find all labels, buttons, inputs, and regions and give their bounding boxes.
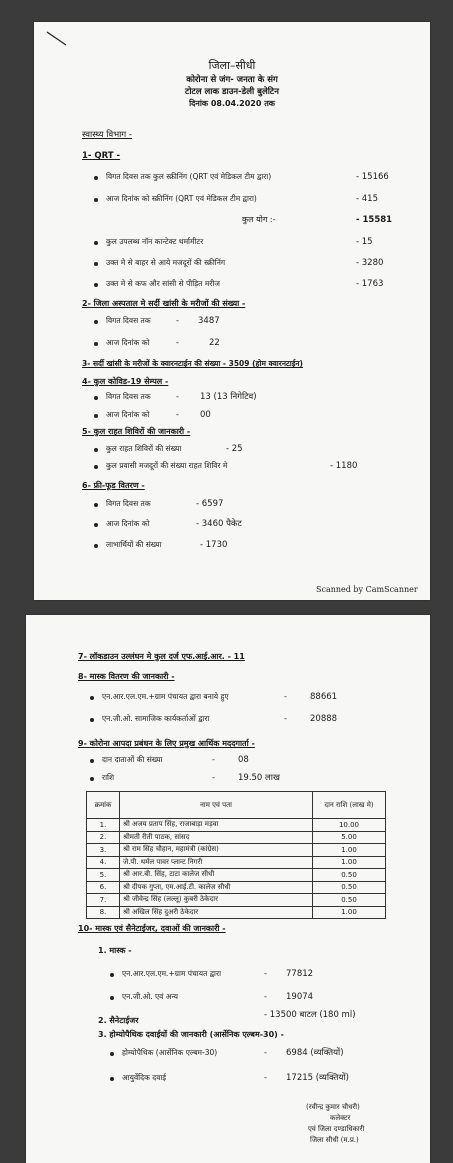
row-no: 1. [87,819,120,832]
qrt-row2-value: - 1763 [356,279,384,289]
table-row [87,894,386,907]
bullet [110,1052,114,1056]
district-title: जिला–सीधी [208,59,256,72]
s9-value: 19.50 लाख [238,773,280,783]
bullet [94,396,98,400]
qrt-row2-label: कुल उपलब्ध नॉन कान्टेक्ट थर्मामीटर [106,237,204,246]
signatory-office: जिला सीधी (म.प्र.) [310,1136,359,1144]
qrt-row-label: आज दिनांक को स्क्रीनिंग (QRT एवं मेडिकल टीम द्वारा) [106,194,257,203]
medicine-label: होम्योपैथिक (आर्सेनिक एल्बम-30) [122,1048,218,1057]
mask-value: 77812 [286,969,314,979]
bullet [94,414,98,418]
table-header-row [87,792,386,819]
row-amount: 0.50 [313,894,386,907]
bullet [94,241,98,245]
bullet [94,448,98,452]
health-dept-heading: स्वास्थ्य विभाग - [82,130,132,140]
qrt-row2-value: - 3280 [356,258,384,268]
scanner-watermark: Scanned by CamScanner [316,585,418,594]
section-2-heading: 2- जिला अस्पताल मे सर्दी खांसी के मरीजों की संख्या - [82,299,246,308]
s2-value: 3487 [198,316,220,326]
s8-label: एन.आर.एल.एम.+ग्राम पंचायत द्वारा बनाये हुए [102,692,229,701]
bulletin-title: टोटल लाक डाउन-डेली बुलेटिन [185,87,279,97]
s6-value: - 1730 [200,540,228,550]
s2-label: आज दिनांक को [106,338,150,347]
s5-label: कुल राहत शिविरों की संख्या [106,444,182,453]
table-row [87,906,386,919]
bullet [110,1077,114,1081]
row-name: जे.पी. थर्मल पावर प्लान्ट निगरी [120,856,313,869]
table-row [87,856,386,869]
s9-label: राशि [102,773,115,782]
row-amount: 1.00 [313,856,386,869]
bullet [90,777,94,781]
row-name: श्री राम सिंह चौहान, महामंत्री (कांग्रेस) [120,844,313,857]
s9-label: दान दाताओं की संख्या [102,755,163,764]
mask-label: एन.आर.एल.एम.+ग्राम पंचायत द्वारा [122,969,222,978]
s4-label: विगत दिवस तक [106,392,151,401]
row-name: श्री अजय प्रताप सिंह, राजाबाड़ा मड़वा [120,819,313,832]
qrt-heading: 1- QRT - [82,151,121,161]
table-row [87,881,386,894]
bullet [110,996,114,1000]
s8-label: एन.जी.ओ. सामाजिक कार्यकर्ताओं द्वारा [102,714,210,723]
s8-value: 88661 [310,692,338,702]
row-amount: 10.00 [313,819,386,832]
qrt-row-label: विगत दिवस तक कुल स्क्रीनिंग (QRT एवं मेडिकल टीम द्वारा) [106,172,272,181]
section-4-heading: 4- कुल कोविड-19 सेम्पल - [82,377,169,386]
bulletin-page-2 [26,615,430,1163]
col-header-amount: दान राशि (लाख मे) [313,792,386,819]
s9-value: 08 [238,755,249,765]
s6-label: विगत दिवस तक [106,499,151,508]
qrt-row2-label: उक्त मे से कफ और सांसी से पीड़ित मरीज [106,279,220,288]
row-no: 4. [87,856,120,869]
col-header-name: नाम एवं पता [120,792,313,819]
dash: - [264,969,267,978]
s4-label: आज दिनांक को [106,410,150,419]
qrt-row-value: - 15166 [356,172,389,182]
table-row [87,844,386,857]
mask-label: एन.जी.ओ. एवं अन्य [122,992,179,1001]
bullet [94,262,98,266]
sanitizer-subheading: 2. सैनेटाईजर [98,1016,139,1025]
table-row [87,869,386,882]
section-5-heading: 5- कुल राहत शिविरों की जानकारी - [82,427,191,436]
bullet [90,696,94,700]
dash: - [176,392,179,401]
bullet [94,320,98,324]
section-9-heading: 9- कोरोना आपदा प्रबंधन के लिए प्रमुख आर्थिक मददगार्ता - [78,739,255,748]
dash: - [284,714,287,723]
s8-value: 20888 [310,714,338,724]
medicine-value: 6984 (व्यक्तियों) [286,1048,344,1058]
slogan: कोरोना से जंग- जनता के संग [186,75,278,85]
qrt-total-label: कुल योग :- [242,215,276,224]
row-amount: 0.50 [313,869,386,882]
dash: - [176,338,179,347]
s6-label: लाभार्थियों की संख्या [106,540,162,549]
s6-label: आज दिनांक को [106,519,150,528]
mask-value: 19074 [286,992,314,1002]
s4-value: 00 [200,410,211,420]
bullet [94,465,98,469]
section-10-heading: 10- मास्क एवं सैनेटाईजर, दवाओं की जानकारी - [78,924,226,933]
row-no: 7. [87,894,120,907]
row-amount: 1.00 [313,906,386,919]
col-header-no: क्रमांक [87,792,120,819]
row-no: 2. [87,831,120,844]
row-name: श्री जीवेन्द्र सिंह (लल्लू) कुबरी ठेकेदार [120,894,313,907]
signatory-title: कलेक्टर [330,1114,351,1122]
row-name: श्री दीपक गुप्ता, एम.आई.टी. कालेज सीधी [120,881,313,894]
bullet [94,523,98,527]
bullet [110,973,114,977]
bullet [94,342,98,346]
table-row [87,831,386,844]
dash: - [176,410,179,419]
section-6-heading: 6- फ्री-फूड वितरण - [82,481,145,490]
dash: - [284,692,287,701]
mask-subheading: 1. मास्क - [98,946,132,955]
dash: - [212,755,215,764]
bullet [94,176,98,180]
bullet [90,759,94,763]
row-no: 6. [87,881,120,894]
s2-label: विगत दिवस तक [106,316,151,325]
row-name: श्री आर.बी. सिंह, टाटा कालेज सीधी [120,869,313,882]
bullet [94,503,98,507]
row-name: श्री अखिल सिंह दुअरी ठेकेदार [120,906,313,919]
bullet [90,718,94,722]
qrt-row2-label: उक्त मे से बाहर से आये मजदूरों की स्क्रीनिंग [106,258,226,267]
section-3-line: 3- सर्दी खांसी के मरीजों के क्वारनटाईन की संख्या - 3509 (होम क्वारनटाईन) [82,359,303,368]
s6-value: - 6597 [196,499,224,509]
section-8-heading: 8- मास्क वितरण की जानकारी - [78,672,175,681]
signatory-name: (रवीन्द्र कुमार चौधरी) [306,1103,360,1111]
s2-value: 22 [209,338,220,348]
section-7-line: 7- लॉकडाउन उल्लंघन मे कुल दर्ज एफ.आई.आर. - 11 [78,652,245,661]
bullet [94,544,98,548]
donors-table [86,791,386,919]
s5-value: - 1180 [330,461,358,471]
sanitizer-value: - 13500 बाटल (180 ml) [264,1010,356,1020]
bullet [94,283,98,287]
signatory-title-2: एवं जिला दण्डाधिकारी [308,1125,365,1133]
row-no: 5. [87,869,120,882]
s5-value: - 25 [226,444,243,454]
bullet [94,198,98,202]
row-no: 3. [87,844,120,857]
s5-label: कुल प्रवासी मजदूरों की संख्या राहत शिविर मे [106,461,228,470]
medicine-label: आयुर्वेदिक दवाई [122,1073,167,1082]
row-name: श्रीमती रीती पाठक, सांसद [120,831,313,844]
s6-value: - 3460 पैकेट [196,519,242,529]
bulletin-page-1 [34,22,430,600]
row-no: 8. [87,906,120,919]
pen-mark [46,30,68,48]
row-amount: 1.00 [313,844,386,857]
row-amount: 5.00 [313,831,386,844]
bulletin-date: दिनांक 08.04.2020 तक [189,99,275,108]
dash: - [264,1048,267,1057]
s4-value: 13 (13 निगेटिव) [200,392,257,402]
table-row [87,819,386,832]
dash: - [264,992,267,1001]
qrt-total-value: - 15581 [356,215,393,225]
dash: - [264,1073,267,1082]
homeopathy-subheading: 3. होम्योपैथिक दवाईयों की जानकारी (आर्सेनिक एल्बम-30) - [98,1030,284,1039]
qrt-row2-value: - 15 [356,237,373,247]
row-amount: 0.50 [313,881,386,894]
dash: - [176,316,179,325]
dash: - [212,773,215,782]
qrt-row-value: - 415 [356,194,378,204]
medicine-value: 17215 (व्यक्तियों) [286,1073,349,1083]
